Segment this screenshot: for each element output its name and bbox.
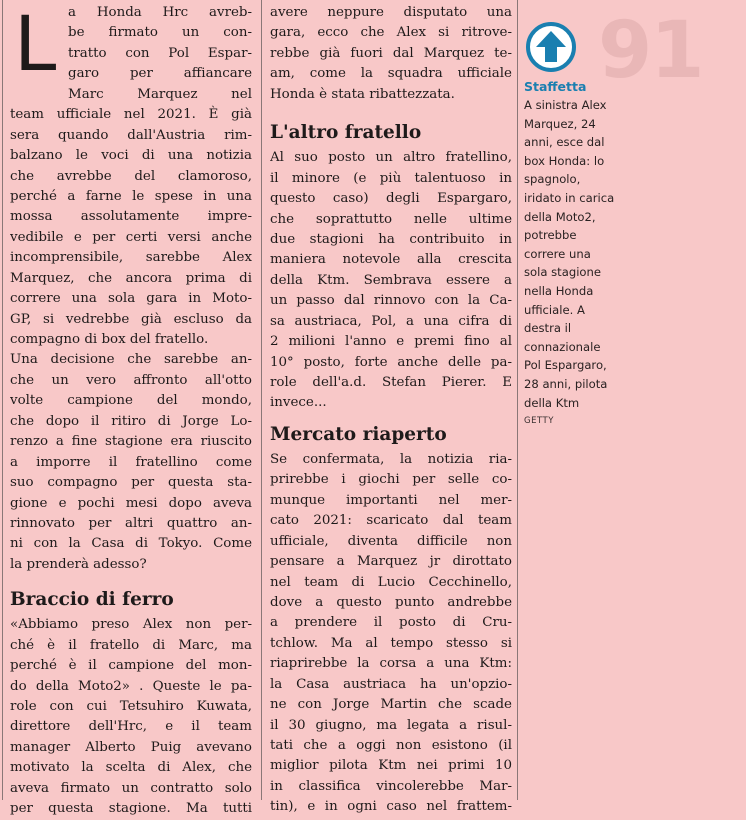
text-line: il 30 giugno, ma legata a risul- <box>270 717 512 733</box>
text-line: ne con Jorge Martin che scade <box>270 697 512 713</box>
text-line: am, come la squadra ufficiale <box>270 66 512 82</box>
text-line: volte campione del mondo, <box>10 393 252 409</box>
text-line: gione e pochi mesi dopo aveva <box>10 495 252 511</box>
paragraph-mercato <box>270 450 512 818</box>
text-line: Marquez, che ancora prima di <box>10 270 252 286</box>
text-line: A sinistra Alex <box>524 98 607 112</box>
text-line: della Moto2, <box>524 209 596 224</box>
text-line: vedibile e per certi versi anche <box>10 229 252 245</box>
text-line: do della Moto2» . Queste le pa- <box>10 678 252 694</box>
text-line: questo caso) degli Espargaro, <box>270 191 512 207</box>
text-line: role dell'a.d. Stefan Pierer. E <box>270 375 512 390</box>
text-line: la prenderà adesso? <box>10 556 147 572</box>
text-line: della Ktm. Sembrava essere a <box>270 272 512 288</box>
text-line: dove a questo punto andrebbe <box>270 594 512 610</box>
text-line: renzo a fine stagione era riuscito <box>10 434 252 450</box>
text-line: Marc Marquez nel <box>68 86 252 102</box>
text-line: ché è il fratello di Marc, ma <box>10 637 252 653</box>
text-line: Al suo posto un altro fratellino, <box>270 150 512 166</box>
text-line: mossa assolutamente impre- <box>10 209 252 225</box>
text-line: miglior pilota Ktm nei primi 10 <box>270 758 512 774</box>
text-line: munque importanti nel mer- <box>270 492 512 508</box>
text-line: correre una <box>524 246 591 261</box>
column1-body <box>10 0 252 575</box>
photo-caption <box>524 76 736 426</box>
text-line: per questa stagione. Ma tutti <box>10 801 252 817</box>
text-line: prirebbe i giochi per selle co- <box>270 472 512 488</box>
drop-cap: L <box>14 0 57 88</box>
text-line: riaprirebbe la corsa a una Ktm: <box>270 656 512 672</box>
text-line: a Honda Hrc avreb- <box>68 5 252 20</box>
text-line: che dopo il ritiro di Jorge Lo- <box>10 413 252 429</box>
text-line: Honda è stata ribattezzata. <box>270 86 455 102</box>
text-line: Pol Espargaro, <box>524 358 607 373</box>
text-line: iridato in carica <box>524 190 615 205</box>
text-line: aveva firmato un contratto solo <box>10 780 252 796</box>
text-line: nel team di Lucio Cecchinello, <box>270 574 512 590</box>
text-line: Una decisione che sarebbe an- <box>10 352 252 368</box>
text-line: sa austriaca, Pol, a una cifra di <box>270 313 512 329</box>
text-line: la Casa austriaca ha un'opzio- <box>270 676 512 692</box>
text-line: manager Alberto Puig avevano <box>10 739 252 755</box>
text-line: be firmato un con- <box>68 25 252 41</box>
text-line: potrebbe <box>524 228 577 243</box>
text-line: box Honda: lo <box>524 153 605 168</box>
column-rule-2 <box>517 0 518 800</box>
text-line: tchlow. Ma al tempo stesso si <box>270 635 512 651</box>
text-line: Marquez, 24 <box>524 116 596 131</box>
text-line: il minore (e più talentuoso in <box>270 170 512 186</box>
column-rule-1 <box>261 0 262 800</box>
article-column-2 <box>270 0 512 818</box>
text-line: sera quando dall'Austria rim- <box>10 127 252 143</box>
paragraph-braccio <box>10 615 252 819</box>
text-line: tati che a oggi non esistono (il <box>270 738 512 753</box>
text-line: in classifica vincolerebbe Mar- <box>270 778 512 794</box>
text-line: gara, ecco che Alex si ritrove- <box>270 25 512 41</box>
text-line: rinnovato per altri quattro an- <box>10 515 252 531</box>
text-line: che avrebbe del clamoroso, <box>10 168 252 184</box>
text-line: ufficiale, diventa difficile non <box>270 533 512 549</box>
subhead-braccio-di-ferro: Braccio di ferro <box>10 589 174 611</box>
text-line: sola stagione <box>524 265 601 280</box>
text-line: perché a farne le spese in una <box>10 188 252 204</box>
caption-text <box>524 96 736 412</box>
text-line: correre una sola gara in Moto- <box>10 291 252 307</box>
text-line: compagno di box del fratello. <box>10 332 209 347</box>
text-line: 28 anni, pilota <box>524 376 608 391</box>
text-line: perché è il campione del mon- <box>10 658 252 674</box>
up-arrow-icon <box>526 22 576 72</box>
article-column-1 <box>10 0 252 820</box>
text-line: 10° posto, forte anche delle pa- <box>270 354 512 370</box>
text-line: nella Honda <box>524 283 594 298</box>
paragraph-continuation <box>270 0 512 105</box>
text-line: anni, esce dal <box>524 135 605 150</box>
text-line: 2 milioni l'anno e premi fino al <box>270 334 512 350</box>
text-line: balzano le voci di una notizia <box>10 148 252 164</box>
text-line: avere neppure disputato una <box>270 5 512 20</box>
paragraph-opening <box>10 0 252 575</box>
text-line: ni con la Casa di Tokyo. Come <box>10 536 252 552</box>
text-line: connazionale <box>524 339 601 354</box>
text-line: motivato la scelta di Alex, che <box>10 760 252 776</box>
text-line: garo per affiancare <box>68 66 252 82</box>
text-line: due stagioni ha contribuito in <box>270 231 512 247</box>
text-line: a imporre il fratellino come <box>10 454 252 470</box>
text-line: che un vero affronto all'otto <box>10 372 252 388</box>
text-line: della Ktm <box>524 395 580 410</box>
text-line: role con cui Tetsuhiro Kuwata, <box>10 699 252 714</box>
subhead-mercato-riaperto: Mercato riaperto <box>270 423 447 445</box>
photo-credit: GETTY <box>524 416 554 427</box>
caption-title: Staffetta <box>524 79 587 94</box>
paragraph-altro-fratello <box>270 148 512 414</box>
text-line: spagnolo, <box>524 172 581 187</box>
text-line: invece... <box>270 395 327 411</box>
background-digits: 91 <box>598 6 703 96</box>
text-line: cato 2021: scaricato dal team <box>270 513 512 529</box>
text-line: rebbe già fuori dal Marquez te- <box>270 45 512 61</box>
text-line: a prendere il posto di Cru- <box>270 615 512 631</box>
text-line: GP, si vedrebbe già escluso da <box>10 311 252 327</box>
text-line: incomprensibile, sarebbe Alex <box>10 250 252 266</box>
text-line: ufficiale. A <box>524 302 585 317</box>
text-line: «Abbiamo preso Alex non per- <box>10 617 252 633</box>
text-line: pensare a Marquez jr dirottato <box>270 554 512 570</box>
text-line: Se confermata, la notizia ria- <box>270 451 512 467</box>
text-line: team ufficiale nel 2021. È già <box>10 107 252 123</box>
text-line: tratto con Pol Espar- <box>68 45 252 61</box>
text-line: destra il <box>524 321 572 336</box>
text-line: tin), e in ogni caso nel frattem- <box>270 799 512 815</box>
text-line: direttore dell'Hrc, e il team <box>10 719 252 735</box>
subhead-altro-fratello: L'altro fratello <box>270 122 422 144</box>
text-line: che soprattutto nelle ultime <box>270 211 512 227</box>
column-rule-left <box>2 0 3 800</box>
text-line: maniera notevole alla crescita <box>270 252 512 268</box>
text-line: suo compagno per questa sta- <box>10 475 252 491</box>
text-line: un passo dal rinnovo con la Ca- <box>270 293 512 309</box>
